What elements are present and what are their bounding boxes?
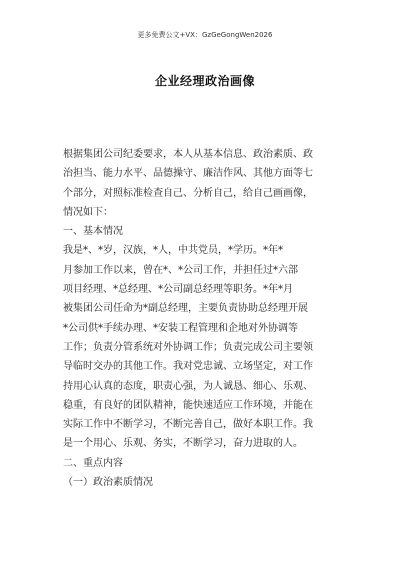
intro-line: 治担当、能力水平、品德操守、廉洁作风、其他方面等七 [63, 168, 313, 180]
section1-line: 实际工作中不断学习，不断完善自己，做好本职工作。我 [63, 419, 313, 431]
section1-line: 项目经理、*总经理、*公司副总经理等职务。*年*月 [63, 284, 293, 296]
section1-line: *公司供*手续办理、*安装工程管理和企地对外协调等 [63, 322, 298, 334]
intro-line: 根据集团公司纪委要求，本人从基本信息、政治素质、政 [63, 149, 313, 160]
document-title: 企业经理政治画像 [154, 74, 255, 88]
intro-line: 个部分，对照标准检查自己、分析自己，给自己画画像， [63, 187, 313, 199]
section-heading-key-content: 二、重点内容 [63, 457, 123, 469]
section1-line: 持用心认真的态度，职责心强，为人诚恳、细心、乐观、 [63, 380, 313, 392]
subsection-heading-political-quality: （一）政治素质情况 [63, 477, 153, 489]
section1-line: 稳重，有良好的团队精神，能快速适应工作环境，并能在 [63, 399, 313, 411]
header-note: 更多免费公文+VX：GzGeGongWen2026 [137, 31, 273, 39]
section1-line: 我是*、*岁，汉族，*人，中共党员，*学历。*年* [63, 245, 283, 257]
section1-line: 被集团公司任命为*副总经理，主要负责协助总经理开展 [63, 303, 308, 315]
section1-line: 工作；负责分管系统对外协调工作；负责完成公司主要领 [63, 341, 313, 353]
section1-line: 是一个用心、乐观、务实，不断学习，奋力进取的人。 [63, 438, 303, 450]
section1-line: 导临时交办的其他工作。我对党忠诚、立场坚定，对工作 [63, 361, 313, 373]
document-body [63, 145, 353, 492]
section1-line: 月参加工作以来，曾在*、*公司工作，并担任过*六部 [63, 264, 298, 276]
section-heading-basic-info: 一、基本情况 [63, 226, 123, 238]
intro-line: 情况如下： [63, 206, 113, 218]
